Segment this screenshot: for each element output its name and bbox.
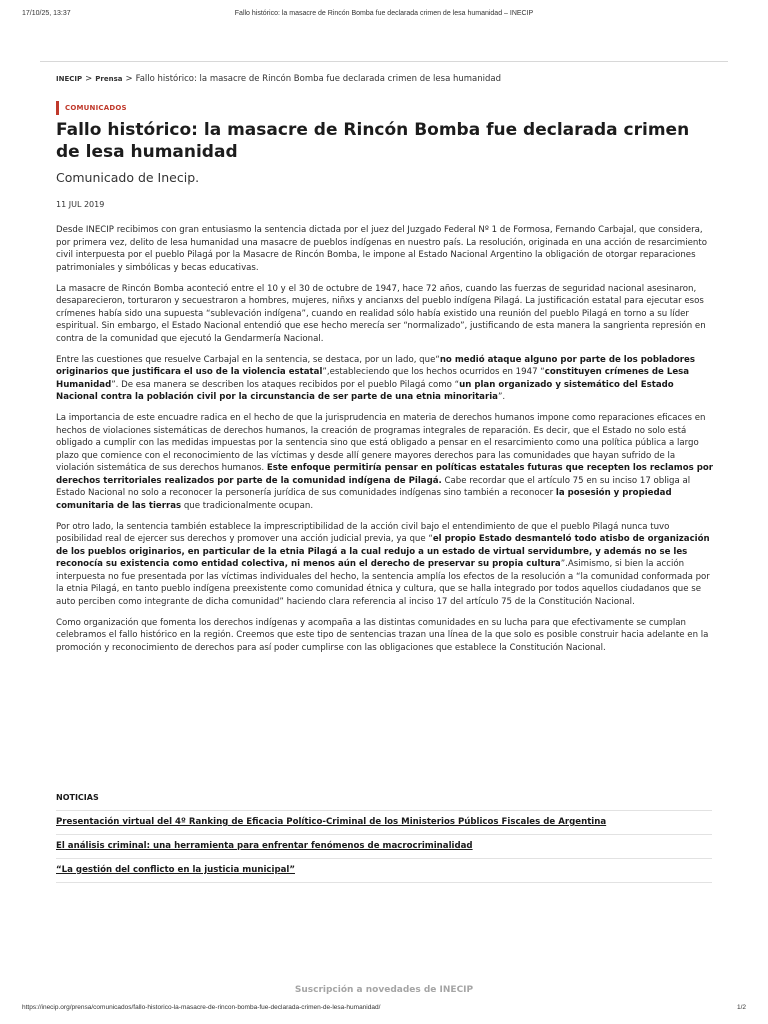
emphasis-text: Este enfoque permitiría pensar en políticas estatales futuras que recepten los reclamos por derechos territoriales realizados por parte de la comunidad indígena de Pilagá. [56,463,714,486]
article-paragraph [56,521,716,609]
emphasis-text: la posesión y propiedad comunitaria de las tierras [56,488,672,511]
article-paragraph [56,354,716,404]
paragraph-text: ”.Asimismo, si bien la acción interpuesta no fue presentada por las víctimas individuales del hecho, la sentencia amplía los efectos de la resolución a “la comunidad conformada por la etnia Pilagá, en tanto pueblo indígena preexistente como comunidad étnica y cultura, que se halla integrado por todos aquellos ciudadanos que se auto perciben como integrante de dicha comunidad” haciendo clara referencia al inciso 17 del artículo 75 de la Constitución Nacional. [56,559,710,607]
breadcrumb-separator: > [125,74,133,84]
paragraph-text: ”. De esa manera se describen los ataques recibidos por el pueblo Pilagá como “ [111,379,460,390]
print-url: https://inecip.org/prensa/comunicados/fallo-historico-la-masacre-de-rincon-bomba-fue-declarada-crimen-de-lesa-humanidad/ [22,1004,381,1011]
paragraph-text: Cabe recordar que el artículo 75 en su inciso 17 obliga al Estado Nacional no solo a reconocer la personería jurídica de sus comunidades indígenas sino también a reconocer [56,475,691,498]
breadcrumb-current: Fallo histórico: la masacre de Rincón Bomba fue declarada crimen de lesa humanidad [135,74,502,84]
emphasis-text: un plan organizado y sistemático del Estado Nacional contra la población civil por la circunstancia de ser parte de una etnia minoritaria [56,379,674,402]
news-link[interactable]: Presentación virtual del 4º Ranking de Eficacia Político-Criminal de los Ministerios Públicos Fiscales de Argentina [56,810,712,834]
article-date: 11 JUL 2019 [56,200,105,209]
header-divider [40,61,728,62]
paragraph-text: Por otro lado, la sentencia también establece la imprescriptibilidad de la acción civil bajo el entendimiento de que el pueblo Pilagá nunca tuvo posibilidad real de ejercer sus derechos y promover una acción judicial previa, ya que “ [56,521,670,544]
subscribe-heading: Suscripción a novedades de INECIP [294,985,474,995]
paragraph-text: que tradicionalmente ocupan. [181,500,314,511]
breadcrumb-separator: > [85,74,93,84]
category-tag[interactable]: COMUNICADOS [56,101,127,115]
news-heading: NOTICIAS [56,793,99,802]
article-paragraph [56,617,716,655]
article-paragraph [56,283,716,346]
paragraph-text: ”,estableciendo que los hechos ocurridos en 1947 “ [322,367,545,377]
paragraph-text: Entre las cuestiones que resuelve Carbajal en la sentencia, se destaca, por un lado, que“ [56,354,440,365]
paragraph-text: Desde INECIP recibimos con gran entusiasmo la sentencia dictada por el juez del Juzgado Federal Nº 1 de Formosa, Fernando Carbajal, que considera, por primera vez, delito de lesa humanidad una masacre de pueblos indígenas en nuestro país. La resolución, originada en una acción de resarcimiento civil interpuesta por el pueblo Pilagá por la Masacre de Rincón Bomba, le impone al Estado Nacional Argentino la obligación de otorgar reparaciones patrimoniales y simbólicas y becas educativas. [56,225,707,273]
article-paragraph [56,224,716,274]
news-link[interactable]: “La gestión del conflicto en la justicia municipal” [56,858,712,883]
emphasis-text: el propio Estado desmanteló todo atisbo de organización de los pueblos originarios, en particular de la etnia Pilagá a la cual redujo a un estado de virtual servidumbre, y además no se les reconocía su existencia como entidad colectiva, ni menos aún el derecho de preservar su propia cultura [56,534,710,569]
paragraph-text: Como organización que fomenta los derechos indígenas y acompaña a las distintas comunidades en su lucha para que efectivamente se cumplan celebramos el fallo histórico en la región. Creemos que este tipo de sentencias trazan una línea de la que solo es posible construir hacia adelante en la promoción y reconocimiento de derechos para así poder cumplirse con las obligaciones que establece la Constitución Nacional. [56,617,709,653]
article-paragraph [56,412,716,512]
article-title: Fallo histórico: la masacre de Rincón Bomba fue declarada crimen de lesa humanidad [56,120,690,162]
emphasis-text: constituyen crímenes de Lesa Humanidad [56,367,690,390]
print-page-title: Fallo histórico: la masacre de Rincón Bomba fue declarada crimen de lesa humanidad – INECIP [234,10,534,17]
news-link[interactable]: El análisis criminal: una herramienta para enfrentar fenómenos de macrocriminalidad [56,834,712,858]
paragraph-text: ”. [497,392,506,402]
news-section [56,793,712,883]
print-timestamp: 17/10/25, 13:37 [22,10,71,17]
article-body [56,224,716,663]
article-subtitle: Comunicado de Inecip. [56,170,200,185]
paragraph-text: La masacre de Rincón Bomba aconteció entre el 10 y el 30 de octubre de 1947, hace 72 años, cuando las fuerzas de seguridad nacional asesinaron, desaparecieron, torturaron y secuestraron a hombres, mujeres, niñxs y ancianxs del pueblo indígena Pilagá. La justificación estatal para ejecutar esos crímenes había sido una supuesta “sublevación indígena”, cuando en realidad sólo había existido una reunión del pueblo Pilagá en torno a su líder espiritual. Sin embargo, el Estado Nacional entendió que ese hecho merecía ser “normalizado”, justificando de esta manera la sangrienta represión en contra de la comunidad que ejecutó la Gendarmería Nacional. [56,283,706,344]
emphasis-text: no medió ataque alguno por parte de los pobladores originarios que justificara el uso de la violencia estatal [56,354,695,377]
paragraph-text: La importancia de este encuadre radica en el hecho de que la jurisprudencia en materia de derechos humanos impone como reparaciones eficaces en hechos de violaciones sistemáticas de derechos humanos, la creación de programas integrales de reparación. Es decir, que el Estado no solo está obligado a cumplir con las medidas impuestas por la sentencia sino que está obligado a pensar en el resarcimiento como una política pública a largo plazo que comience con el reconocimiento de las víctimas y desde allí genere mayores derechos para las comunidades que hayan sufrido de la violación sistemática de sus derechos humanos. [56,413,706,473]
breadcrumb [56,74,728,84]
breadcrumb-home-link[interactable]: INECIP [56,75,83,83]
breadcrumb-prensa-link[interactable]: Prensa [95,75,123,83]
print-page-number: 1/2 [736,1004,746,1011]
